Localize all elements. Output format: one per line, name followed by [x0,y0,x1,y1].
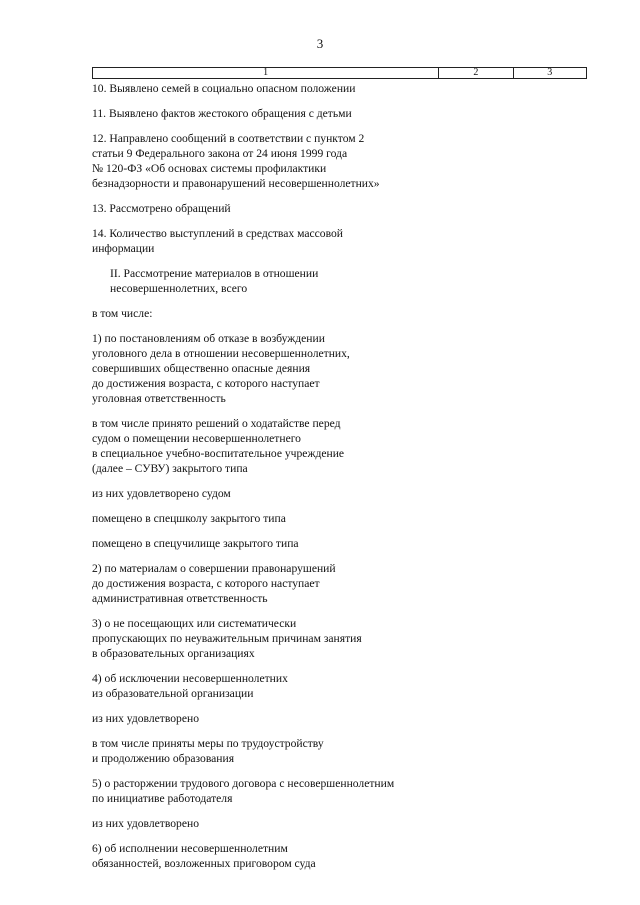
row-text: 10. Выявлено семей в социально опасном положении [92,82,356,95]
column-3-header: 3 [513,68,586,79]
table-row [92,561,452,606]
table-row [92,841,452,871]
table-row [92,331,452,406]
row-text: из образовательной организации [92,687,254,700]
row-text: 3) о не посещающих или систематически [92,617,297,630]
row-text: из них удовлетворено [92,712,200,725]
row-text: в специальное учебно-воспитательное учреждение [92,447,345,460]
row-text: уголовная ответственность [92,392,226,405]
table-row [92,711,452,726]
row-text: судом о помещении несовершеннолетнего [92,432,301,445]
table-row [92,511,452,526]
section-heading-row [92,266,452,296]
row-text: в том числе приняты меры по трудоустройству [92,737,324,750]
table-row [92,416,452,476]
table-row [92,201,452,216]
row-text: помещено в спецучилище закрытого типа [92,537,299,550]
row-text: (далее – СУВУ) закрытого типа [92,462,248,475]
row-text: совершивших общественно опасные деяния [92,362,311,375]
row-text: до достижения возраста, с которого наступает [92,577,320,590]
table-row [92,106,452,121]
row-text: помещено в спецшколу закрытого типа [92,512,286,525]
row-text: в том числе принято решений о ходатайстве перед [92,417,341,430]
row-text: до достижения возраста, с которого наступает [92,377,320,390]
table-row [92,536,452,551]
column-2-header: 2 [439,68,513,79]
table-header [92,67,587,79]
table-row [92,616,452,661]
table-row [92,131,452,191]
row-text: безнадзорности и правонарушений несовершеннолетних» [92,177,380,190]
row-text: и продолжению образования [92,752,235,765]
table-row [92,306,452,321]
row-text: 6) об исполнении несовершеннолетним [92,842,288,855]
table-row [92,226,452,256]
row-text: 11. Выявлено фактов жестокого обращения с детьми [92,107,352,120]
table-row [92,671,452,701]
row-text: 4) об исключении несовершеннолетних [92,672,288,685]
column-1-header: 1 [93,68,439,79]
row-text: несовершеннолетних, всего [110,282,248,295]
row-text: пропускающих по неуважительным причинам занятия [92,632,362,645]
page-number: 3 [316,36,324,51]
row-text: административная ответственность [92,592,268,605]
row-text: 2) по материалам о совершении правонарушений [92,562,336,575]
table-rows [92,81,452,881]
table-row [92,486,452,501]
row-text: из них удовлетворено судом [92,487,231,500]
row-text: 12. Направлено сообщений в соответствии с пунктом 2 [92,132,365,145]
table-row [92,736,452,766]
row-text: статьи 9 Федерального закона от 24 июня 1999 года [92,147,348,160]
table-row [92,81,452,96]
row-text: № 120-ФЗ «Об основах системы профилактики [92,162,327,175]
row-text: II. Рассмотрение материалов в отношении [110,267,319,280]
row-text: в том числе: [92,307,153,320]
row-text: из них удовлетворено [92,817,200,830]
row-text: уголовного дела в отношении несовершеннолетних, [92,347,350,360]
row-text: 13. Рассмотрено обращений [92,202,231,215]
row-text: 14. Количество выступлений в средствах массовой [92,227,343,240]
row-text: обязанностей, возложенных приговором суда [92,857,316,870]
table-row [92,776,452,806]
row-text: в образовательных организациях [92,647,255,660]
row-text: 1) по постановлениям об отказе в возбуждении [92,332,325,345]
row-text: 5) о расторжении трудового договора с несовершеннолетним [92,777,395,790]
row-text: информации [92,242,155,255]
row-text: по инициативе работодателя [92,792,233,805]
table-row [92,816,452,831]
